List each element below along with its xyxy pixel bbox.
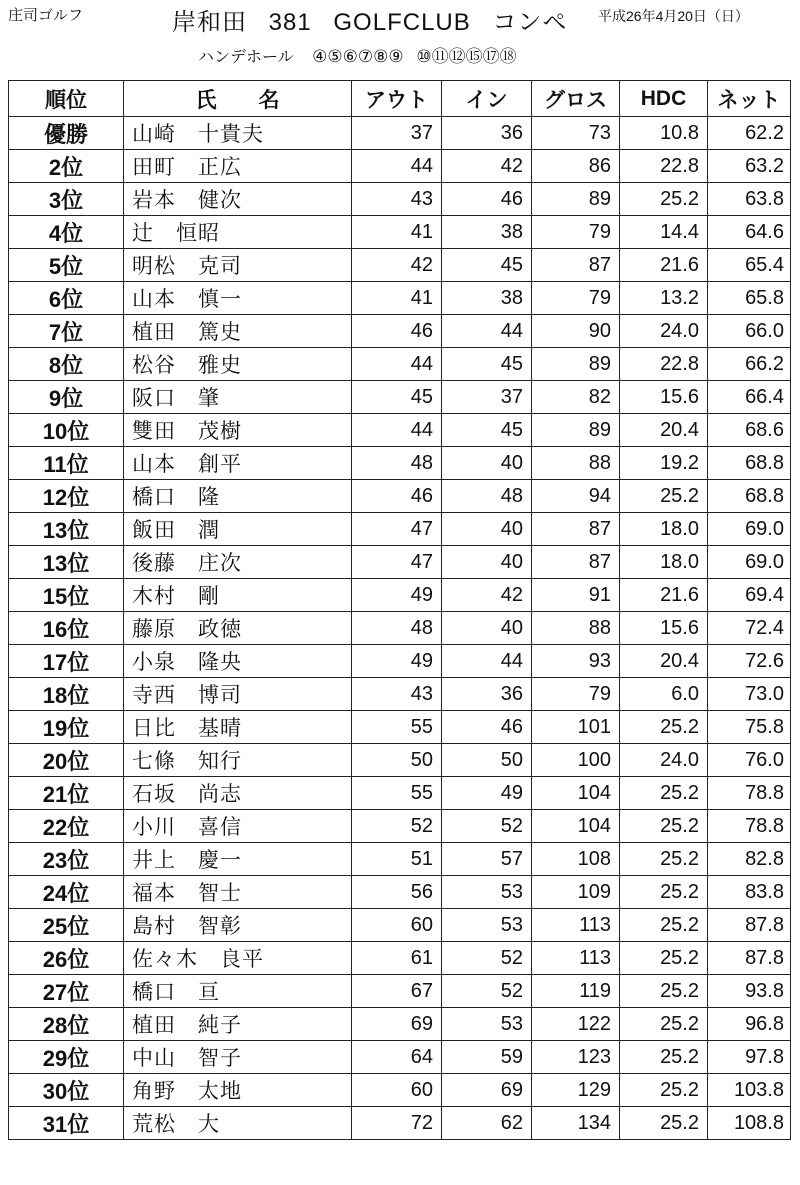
cell-gross: 79 bbox=[532, 282, 620, 315]
cell-net: 87.8 bbox=[708, 942, 791, 975]
cell-gross: 113 bbox=[532, 942, 620, 975]
cell-name: 松谷 雅史 bbox=[124, 348, 352, 381]
cell-hdc: 20.4 bbox=[620, 645, 708, 678]
cell-hdc: 20.4 bbox=[620, 414, 708, 447]
cell-name: 福本 智士 bbox=[124, 876, 352, 909]
cell-hdc: 15.6 bbox=[620, 381, 708, 414]
cell-in: 53 bbox=[442, 909, 532, 942]
cell-name: 橋口 亘 bbox=[124, 975, 352, 1008]
cell-net: 68.8 bbox=[708, 447, 791, 480]
cell-name: 山崎 十貴夫 bbox=[124, 117, 352, 150]
table-header-row bbox=[9, 81, 791, 117]
cell-rank: 18位 bbox=[9, 678, 124, 711]
cell-in: 46 bbox=[442, 711, 532, 744]
cell-hdc: 18.0 bbox=[620, 513, 708, 546]
cell-gross: 79 bbox=[532, 216, 620, 249]
cell-name: 小川 喜信 bbox=[124, 810, 352, 843]
cell-in: 52 bbox=[442, 942, 532, 975]
cell-rank: 10位 bbox=[9, 414, 124, 447]
cell-net: 65.4 bbox=[708, 249, 791, 282]
cell-in: 45 bbox=[442, 414, 532, 447]
table-row bbox=[9, 876, 791, 909]
cell-rank: 23位 bbox=[9, 843, 124, 876]
table-row bbox=[9, 447, 791, 480]
cell-hdc: 18.0 bbox=[620, 546, 708, 579]
cell-name: 植田 篤史 bbox=[124, 315, 352, 348]
cell-name: 寺西 博司 bbox=[124, 678, 352, 711]
table-row bbox=[9, 249, 791, 282]
cell-rank: 26位 bbox=[9, 942, 124, 975]
cell-in: 52 bbox=[442, 975, 532, 1008]
cell-out: 43 bbox=[352, 678, 442, 711]
table-row bbox=[9, 381, 791, 414]
results-table bbox=[8, 80, 791, 1140]
cell-name: 角野 太地 bbox=[124, 1074, 352, 1107]
cell-net: 64.6 bbox=[708, 216, 791, 249]
cell-hdc: 19.2 bbox=[620, 447, 708, 480]
cell-net: 93.8 bbox=[708, 975, 791, 1008]
cell-in: 36 bbox=[442, 117, 532, 150]
cell-rank: 15位 bbox=[9, 579, 124, 612]
cell-in: 38 bbox=[442, 282, 532, 315]
cell-in: 50 bbox=[442, 744, 532, 777]
cell-net: 63.8 bbox=[708, 183, 791, 216]
cell-net: 108.8 bbox=[708, 1107, 791, 1140]
cell-out: 55 bbox=[352, 777, 442, 810]
cell-hdc: 25.2 bbox=[620, 711, 708, 744]
cell-hdc: 25.2 bbox=[620, 1041, 708, 1074]
cell-gross: 109 bbox=[532, 876, 620, 909]
cell-out: 48 bbox=[352, 612, 442, 645]
cell-gross: 87 bbox=[532, 513, 620, 546]
cell-net: 66.4 bbox=[708, 381, 791, 414]
cell-out: 61 bbox=[352, 942, 442, 975]
cell-hdc: 10.8 bbox=[620, 117, 708, 150]
cell-net: 75.8 bbox=[708, 711, 791, 744]
cell-out: 37 bbox=[352, 117, 442, 150]
cell-name: 橋口 隆 bbox=[124, 480, 352, 513]
cell-rank: 16位 bbox=[9, 612, 124, 645]
organizer-label: 庄司ゴルフ bbox=[8, 7, 84, 24]
cell-name: 植田 純子 bbox=[124, 1008, 352, 1041]
table-row bbox=[9, 150, 791, 183]
table-row bbox=[9, 942, 791, 975]
table-row bbox=[9, 612, 791, 645]
table-row bbox=[9, 1041, 791, 1074]
cell-in: 46 bbox=[442, 183, 532, 216]
cell-hdc: 25.2 bbox=[620, 942, 708, 975]
cell-net: 66.0 bbox=[708, 315, 791, 348]
cell-out: 48 bbox=[352, 447, 442, 480]
table-row bbox=[9, 183, 791, 216]
cell-name: 明松 克司 bbox=[124, 249, 352, 282]
cell-net: 62.2 bbox=[708, 117, 791, 150]
cell-in: 44 bbox=[442, 315, 532, 348]
cell-gross: 88 bbox=[532, 612, 620, 645]
cell-net: 66.2 bbox=[708, 348, 791, 381]
cell-in: 40 bbox=[442, 546, 532, 579]
cell-net: 87.8 bbox=[708, 909, 791, 942]
cell-gross: 91 bbox=[532, 579, 620, 612]
cell-out: 64 bbox=[352, 1041, 442, 1074]
cell-in: 40 bbox=[442, 513, 532, 546]
cell-out: 42 bbox=[352, 249, 442, 282]
cell-in: 69 bbox=[442, 1074, 532, 1107]
cell-net: 69.0 bbox=[708, 513, 791, 546]
cell-gross: 123 bbox=[532, 1041, 620, 1074]
cell-rank: 30位 bbox=[9, 1074, 124, 1107]
column-header-net: ネット bbox=[708, 81, 791, 117]
handicap-holes-out: ④⑤⑥⑦⑧⑨ bbox=[312, 47, 404, 66]
column-header-name: 氏 名 bbox=[124, 81, 352, 117]
cell-rank: 20位 bbox=[9, 744, 124, 777]
cell-rank: 31位 bbox=[9, 1107, 124, 1140]
cell-gross: 89 bbox=[532, 348, 620, 381]
table-row bbox=[9, 744, 791, 777]
cell-in: 44 bbox=[442, 645, 532, 678]
cell-net: 83.8 bbox=[708, 876, 791, 909]
cell-in: 37 bbox=[442, 381, 532, 414]
cell-rank: 2位 bbox=[9, 150, 124, 183]
column-header-rank: 順位 bbox=[9, 81, 124, 117]
cell-net: 82.8 bbox=[708, 843, 791, 876]
cell-out: 52 bbox=[352, 810, 442, 843]
cell-hdc: 22.8 bbox=[620, 150, 708, 183]
table-row bbox=[9, 678, 791, 711]
cell-gross: 86 bbox=[532, 150, 620, 183]
cell-gross: 88 bbox=[532, 447, 620, 480]
cell-gross: 87 bbox=[532, 546, 620, 579]
cell-in: 42 bbox=[442, 579, 532, 612]
cell-net: 103.8 bbox=[708, 1074, 791, 1107]
table-row bbox=[9, 414, 791, 447]
cell-gross: 82 bbox=[532, 381, 620, 414]
cell-rank: 9位 bbox=[9, 381, 124, 414]
cell-hdc: 25.2 bbox=[620, 480, 708, 513]
cell-hdc: 22.8 bbox=[620, 348, 708, 381]
cell-out: 55 bbox=[352, 711, 442, 744]
cell-out: 60 bbox=[352, 1074, 442, 1107]
cell-net: 73.0 bbox=[708, 678, 791, 711]
cell-rank: 27位 bbox=[9, 975, 124, 1008]
cell-rank: 優勝 bbox=[9, 117, 124, 150]
cell-rank: 4位 bbox=[9, 216, 124, 249]
cell-out: 44 bbox=[352, 348, 442, 381]
cell-in: 59 bbox=[442, 1041, 532, 1074]
cell-name: 中山 智子 bbox=[124, 1041, 352, 1074]
cell-out: 56 bbox=[352, 876, 442, 909]
table-row bbox=[9, 348, 791, 381]
cell-name: 山本 慎一 bbox=[124, 282, 352, 315]
table-row bbox=[9, 1008, 791, 1041]
cell-hdc: 25.2 bbox=[620, 1074, 708, 1107]
table-row bbox=[9, 546, 791, 579]
cell-out: 47 bbox=[352, 513, 442, 546]
cell-hdc: 25.2 bbox=[620, 183, 708, 216]
table-row bbox=[9, 579, 791, 612]
table-row bbox=[9, 315, 791, 348]
cell-net: 78.8 bbox=[708, 777, 791, 810]
cell-rank: 12位 bbox=[9, 480, 124, 513]
table-row bbox=[9, 216, 791, 249]
table-row bbox=[9, 843, 791, 876]
cell-in: 52 bbox=[442, 810, 532, 843]
cell-in: 57 bbox=[442, 843, 532, 876]
cell-out: 72 bbox=[352, 1107, 442, 1140]
cell-gross: 122 bbox=[532, 1008, 620, 1041]
cell-name: 小泉 隆央 bbox=[124, 645, 352, 678]
cell-net: 65.8 bbox=[708, 282, 791, 315]
cell-hdc: 25.2 bbox=[620, 1107, 708, 1140]
cell-in: 45 bbox=[442, 348, 532, 381]
table-row bbox=[9, 1074, 791, 1107]
cell-name: 山本 創平 bbox=[124, 447, 352, 480]
cell-name: 辻 恒昭 bbox=[124, 216, 352, 249]
table-row bbox=[9, 711, 791, 744]
cell-gross: 104 bbox=[532, 777, 620, 810]
cell-rank: 19位 bbox=[9, 711, 124, 744]
cell-out: 46 bbox=[352, 315, 442, 348]
title-number: 381 bbox=[268, 9, 312, 36]
handicap-label: ハンデホール bbox=[198, 49, 294, 66]
cell-out: 43 bbox=[352, 183, 442, 216]
handicap-holes-in: ⑩⑪⑫⑮⑰⑱ bbox=[416, 47, 517, 66]
table-row bbox=[9, 1107, 791, 1140]
cell-gross: 87 bbox=[532, 249, 620, 282]
cell-rank: 28位 bbox=[9, 1008, 124, 1041]
cell-hdc: 24.0 bbox=[620, 744, 708, 777]
cell-rank: 7位 bbox=[9, 315, 124, 348]
cell-out: 47 bbox=[352, 546, 442, 579]
handicap-holes bbox=[198, 42, 525, 67]
cell-name: 雙田 茂樹 bbox=[124, 414, 352, 447]
results-body bbox=[9, 117, 791, 1140]
cell-net: 69.0 bbox=[708, 546, 791, 579]
cell-net: 76.0 bbox=[708, 744, 791, 777]
cell-rank: 13位 bbox=[9, 546, 124, 579]
title-club: GOLFCLUB bbox=[333, 9, 471, 36]
cell-gross: 93 bbox=[532, 645, 620, 678]
cell-gross: 89 bbox=[532, 183, 620, 216]
column-header-hdc: HDC bbox=[620, 81, 708, 117]
cell-hdc: 15.6 bbox=[620, 612, 708, 645]
cell-out: 51 bbox=[352, 843, 442, 876]
cell-gross: 134 bbox=[532, 1107, 620, 1140]
cell-name: 日比 基晴 bbox=[124, 711, 352, 744]
cell-net: 72.4 bbox=[708, 612, 791, 645]
cell-in: 53 bbox=[442, 876, 532, 909]
cell-rank: 8位 bbox=[9, 348, 124, 381]
cell-gross: 101 bbox=[532, 711, 620, 744]
cell-hdc: 25.2 bbox=[620, 777, 708, 810]
cell-in: 42 bbox=[442, 150, 532, 183]
cell-gross: 100 bbox=[532, 744, 620, 777]
column-header-out: アウト bbox=[352, 81, 442, 117]
cell-net: 63.2 bbox=[708, 150, 791, 183]
cell-out: 49 bbox=[352, 579, 442, 612]
cell-in: 40 bbox=[442, 612, 532, 645]
cell-net: 78.8 bbox=[708, 810, 791, 843]
cell-hdc: 25.2 bbox=[620, 1008, 708, 1041]
cell-name: 田町 正広 bbox=[124, 150, 352, 183]
cell-out: 50 bbox=[352, 744, 442, 777]
cell-hdc: 6.0 bbox=[620, 678, 708, 711]
page-title bbox=[172, 2, 567, 37]
cell-in: 40 bbox=[442, 447, 532, 480]
cell-name: 佐々木 良平 bbox=[124, 942, 352, 975]
cell-out: 41 bbox=[352, 282, 442, 315]
cell-out: 67 bbox=[352, 975, 442, 1008]
cell-out: 49 bbox=[352, 645, 442, 678]
cell-net: 68.8 bbox=[708, 480, 791, 513]
cell-gross: 104 bbox=[532, 810, 620, 843]
event-date: 平成26年4月20日（日） bbox=[598, 8, 749, 24]
cell-name: 島村 智彰 bbox=[124, 909, 352, 942]
cell-in: 53 bbox=[442, 1008, 532, 1041]
cell-name: 阪口 肇 bbox=[124, 381, 352, 414]
cell-gross: 94 bbox=[532, 480, 620, 513]
cell-net: 69.4 bbox=[708, 579, 791, 612]
cell-gross: 73 bbox=[532, 117, 620, 150]
cell-gross: 108 bbox=[532, 843, 620, 876]
cell-name: 井上 慶一 bbox=[124, 843, 352, 876]
table-row bbox=[9, 645, 791, 678]
cell-in: 62 bbox=[442, 1107, 532, 1140]
cell-in: 38 bbox=[442, 216, 532, 249]
table-row bbox=[9, 117, 791, 150]
cell-hdc: 14.4 bbox=[620, 216, 708, 249]
cell-hdc: 13.2 bbox=[620, 282, 708, 315]
cell-in: 45 bbox=[442, 249, 532, 282]
cell-net: 97.8 bbox=[708, 1041, 791, 1074]
cell-name: 石坂 尚志 bbox=[124, 777, 352, 810]
cell-net: 68.6 bbox=[708, 414, 791, 447]
cell-name: 岩本 健次 bbox=[124, 183, 352, 216]
title-event: コンペ bbox=[492, 9, 568, 36]
cell-in: 49 bbox=[442, 777, 532, 810]
cell-rank: 29位 bbox=[9, 1041, 124, 1074]
cell-hdc: 25.2 bbox=[620, 810, 708, 843]
cell-rank: 11位 bbox=[9, 447, 124, 480]
cell-name: 七條 知行 bbox=[124, 744, 352, 777]
table-row bbox=[9, 282, 791, 315]
cell-name: 木村 剛 bbox=[124, 579, 352, 612]
cell-gross: 90 bbox=[532, 315, 620, 348]
cell-name: 藤原 政徳 bbox=[124, 612, 352, 645]
cell-rank: 13位 bbox=[9, 513, 124, 546]
cell-rank: 25位 bbox=[9, 909, 124, 942]
cell-out: 44 bbox=[352, 414, 442, 447]
cell-rank: 6位 bbox=[9, 282, 124, 315]
cell-gross: 89 bbox=[532, 414, 620, 447]
cell-net: 96.8 bbox=[708, 1008, 791, 1041]
column-header-gross: グロス bbox=[532, 81, 620, 117]
cell-gross: 119 bbox=[532, 975, 620, 1008]
column-header-in: イン bbox=[442, 81, 532, 117]
cell-rank: 21位 bbox=[9, 777, 124, 810]
table-row bbox=[9, 909, 791, 942]
cell-rank: 5位 bbox=[9, 249, 124, 282]
table-row bbox=[9, 513, 791, 546]
cell-in: 36 bbox=[442, 678, 532, 711]
cell-hdc: 25.2 bbox=[620, 876, 708, 909]
cell-rank: 22位 bbox=[9, 810, 124, 843]
table-row bbox=[9, 777, 791, 810]
cell-gross: 129 bbox=[532, 1074, 620, 1107]
cell-hdc: 21.6 bbox=[620, 579, 708, 612]
table-row bbox=[9, 810, 791, 843]
cell-out: 60 bbox=[352, 909, 442, 942]
cell-name: 後藤 庄次 bbox=[124, 546, 352, 579]
cell-rank: 3位 bbox=[9, 183, 124, 216]
table-row bbox=[9, 480, 791, 513]
table-row bbox=[9, 975, 791, 1008]
cell-rank: 17位 bbox=[9, 645, 124, 678]
cell-out: 69 bbox=[352, 1008, 442, 1041]
cell-rank: 24位 bbox=[9, 876, 124, 909]
cell-hdc: 25.2 bbox=[620, 909, 708, 942]
cell-hdc: 25.2 bbox=[620, 975, 708, 1008]
cell-name: 荒松 大 bbox=[124, 1107, 352, 1140]
cell-hdc: 21.6 bbox=[620, 249, 708, 282]
cell-hdc: 25.2 bbox=[620, 843, 708, 876]
cell-gross: 113 bbox=[532, 909, 620, 942]
cell-out: 44 bbox=[352, 150, 442, 183]
cell-net: 72.6 bbox=[708, 645, 791, 678]
cell-out: 46 bbox=[352, 480, 442, 513]
cell-hdc: 24.0 bbox=[620, 315, 708, 348]
cell-gross: 79 bbox=[532, 678, 620, 711]
cell-out: 41 bbox=[352, 216, 442, 249]
title-course: 岸和田 bbox=[172, 9, 247, 36]
cell-in: 48 bbox=[442, 480, 532, 513]
cell-name: 飯田 潤 bbox=[124, 513, 352, 546]
cell-out: 45 bbox=[352, 381, 442, 414]
